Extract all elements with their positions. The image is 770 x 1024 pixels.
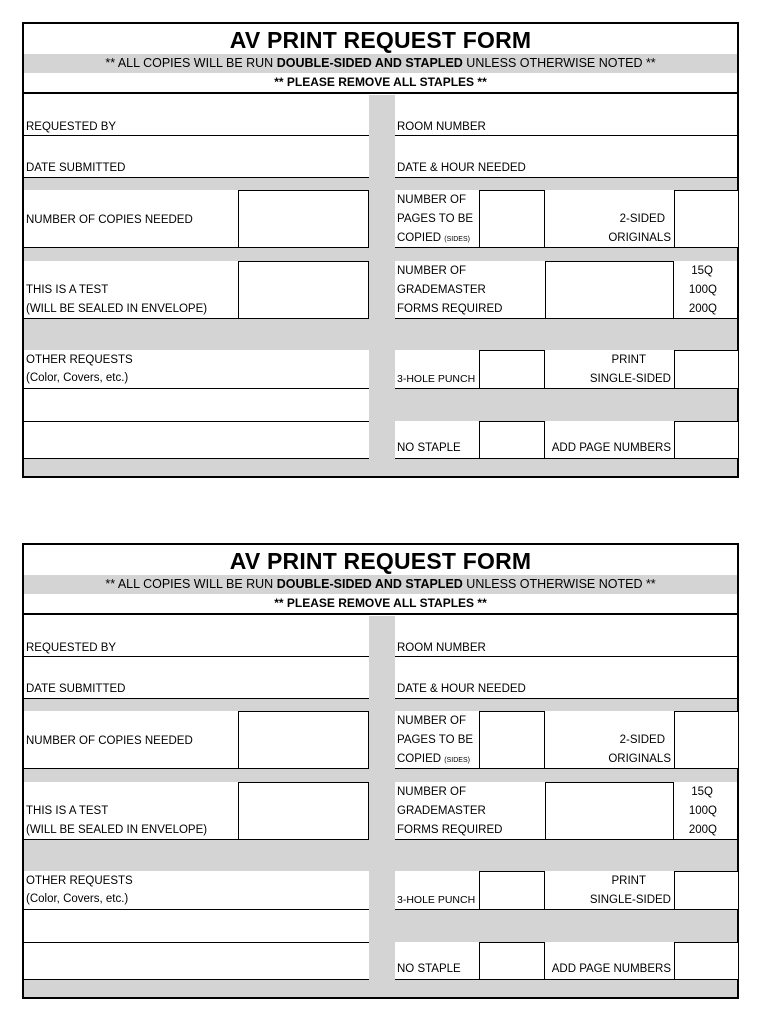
grademaster-200q[interactable]: 200Q (688, 824, 717, 836)
no-staple-box[interactable] (479, 942, 545, 980)
copies-needed-label: NUMBER OF COPIES NEEDED (26, 735, 193, 747)
page-numbers-box[interactable] (674, 421, 739, 459)
no-staple-label: NO STAPLE (397, 963, 461, 975)
pages-to-copy-box[interactable] (479, 711, 545, 769)
other-requests-label-line1: OTHER REQUESTS (26, 354, 133, 366)
two-sided-originals-box[interactable] (674, 190, 739, 248)
date-submitted-line[interactable] (24, 177, 369, 178)
other-requests-line-3[interactable] (24, 458, 369, 459)
grademaster-100q[interactable]: 100Q (688, 805, 717, 817)
staples-notice: ** PLEASE REMOVE ALL STAPLES ** (274, 75, 487, 89)
date-submitted-label: DATE SUBMITTED (26, 683, 126, 695)
requested-by-label: REQUESTED BY (26, 642, 117, 654)
copies-needed-box[interactable] (238, 190, 369, 248)
copies-needed-box[interactable] (238, 711, 369, 769)
date-submitted-label: DATE SUBMITTED (26, 162, 126, 174)
form-title: AV PRINT REQUEST FORM (229, 27, 532, 53)
other-requests-line-3[interactable] (24, 979, 369, 980)
pages-label-line3: COPIED (SIDES) (397, 232, 470, 244)
no-staple-box[interactable] (479, 421, 545, 459)
grademaster-label-line3: FORMS REQUIRED (397, 303, 503, 315)
grademaster-label-line1: NUMBER OF (397, 786, 466, 798)
test-sealed-box[interactable] (238, 261, 369, 319)
print-single-sided-box[interactable] (674, 871, 739, 910)
two-sided-label-line1: 2-SIDED (619, 213, 665, 225)
grademaster-label-line3: FORMS REQUIRED (397, 824, 503, 836)
other-requests-label-line1: OTHER REQUESTS (26, 875, 133, 887)
date-submitted-line[interactable] (24, 698, 369, 699)
print-single-label-line2: SINGLE-SIDED (589, 373, 671, 385)
sides-note: (SIDES) (444, 236, 470, 243)
pages-label-line1: NUMBER OF (397, 194, 466, 206)
print-request-form-1 (22, 22, 739, 478)
other-requests-line-1[interactable] (24, 909, 369, 910)
hole-punch-box[interactable] (479, 871, 545, 910)
two-sided-label-line2: ORIGINALS (608, 753, 671, 765)
date-hour-needed-label: DATE & HOUR NEEDED (397, 683, 526, 695)
grademaster-200q[interactable]: 200Q (688, 303, 717, 315)
pages-label-line2: PAGES TO BE (397, 213, 474, 225)
test-label-line1: THIS IS A TEST (26, 805, 109, 817)
form-title: AV PRINT REQUEST FORM (229, 548, 532, 574)
grademaster-count-box[interactable] (545, 782, 674, 840)
double-sided-notice: ** ALL COPIES WILL BE RUN DOUBLE-SIDED AND STAPLED UNLESS OTHERWISE NOTED ** (24, 575, 737, 594)
double-sided-notice: ** ALL COPIES WILL BE RUN DOUBLE-SIDED AND STAPLED UNLESS OTHERWISE NOTED ** (24, 54, 737, 73)
page-numbers-label: ADD PAGE NUMBERS (551, 963, 671, 975)
test-label-line2: (WILL BE SEALED IN ENVELOPE) (26, 824, 208, 836)
room-number-line[interactable] (395, 135, 737, 136)
date-hour-needed-line[interactable] (395, 698, 737, 699)
grademaster-15q[interactable]: 15Q (691, 786, 713, 798)
hole-punch-box[interactable] (479, 350, 545, 389)
print-single-sided-box[interactable] (674, 350, 739, 389)
other-requests-line-2[interactable] (24, 421, 369, 422)
grademaster-label-line1: NUMBER OF (397, 265, 466, 277)
room-number-label: ROOM NUMBER (397, 121, 486, 133)
grademaster-count-box[interactable] (545, 261, 674, 319)
grademaster-100q[interactable]: 100Q (688, 284, 717, 296)
pages-label-line3: COPIED (SIDES) (397, 753, 470, 765)
grademaster-label-line2: GRADEMASTER (397, 284, 486, 296)
room-number-line[interactable] (395, 656, 737, 657)
hole-punch-label: 3-HOLE PUNCH (397, 894, 476, 906)
no-staple-label: NO STAPLE (397, 442, 461, 454)
test-sealed-box[interactable] (238, 782, 369, 840)
grademaster-label-line2: GRADEMASTER (397, 805, 486, 817)
grademaster-15q[interactable]: 15Q (691, 265, 713, 277)
print-request-form-2 (22, 543, 739, 999)
hole-punch-label: 3-HOLE PUNCH (397, 373, 476, 385)
two-sided-label-line1: 2-SIDED (619, 734, 665, 746)
print-single-label-line2: SINGLE-SIDED (589, 894, 671, 906)
copies-needed-label: NUMBER OF COPIES NEEDED (26, 214, 193, 226)
print-single-label-line1: PRINT (611, 875, 646, 887)
page-numbers-box[interactable] (674, 942, 739, 980)
other-requests-label-line2: (Color, Covers, etc.) (26, 372, 129, 384)
test-label-line1: THIS IS A TEST (26, 284, 109, 296)
date-hour-needed-line[interactable] (395, 177, 737, 178)
requested-by-label: REQUESTED BY (26, 121, 117, 133)
test-label-line2: (WILL BE SEALED IN ENVELOPE) (26, 303, 208, 315)
room-number-label: ROOM NUMBER (397, 642, 486, 654)
page-numbers-label: ADD PAGE NUMBERS (551, 442, 671, 454)
two-sided-originals-box[interactable] (674, 711, 739, 769)
other-requests-line-1[interactable] (24, 388, 369, 389)
other-requests-line-2[interactable] (24, 942, 369, 943)
other-requests-label-line2: (Color, Covers, etc.) (26, 893, 129, 905)
print-single-label-line1: PRINT (611, 354, 646, 366)
staples-notice: ** PLEASE REMOVE ALL STAPLES ** (274, 596, 487, 610)
requested-by-line[interactable] (24, 135, 369, 136)
pages-label-line2: PAGES TO BE (397, 734, 474, 746)
requested-by-line[interactable] (24, 656, 369, 657)
date-hour-needed-label: DATE & HOUR NEEDED (397, 162, 526, 174)
pages-label-line1: NUMBER OF (397, 715, 466, 727)
two-sided-label-line2: ORIGINALS (608, 232, 671, 244)
sides-note: (SIDES) (444, 757, 470, 764)
pages-to-copy-box[interactable] (479, 190, 545, 248)
